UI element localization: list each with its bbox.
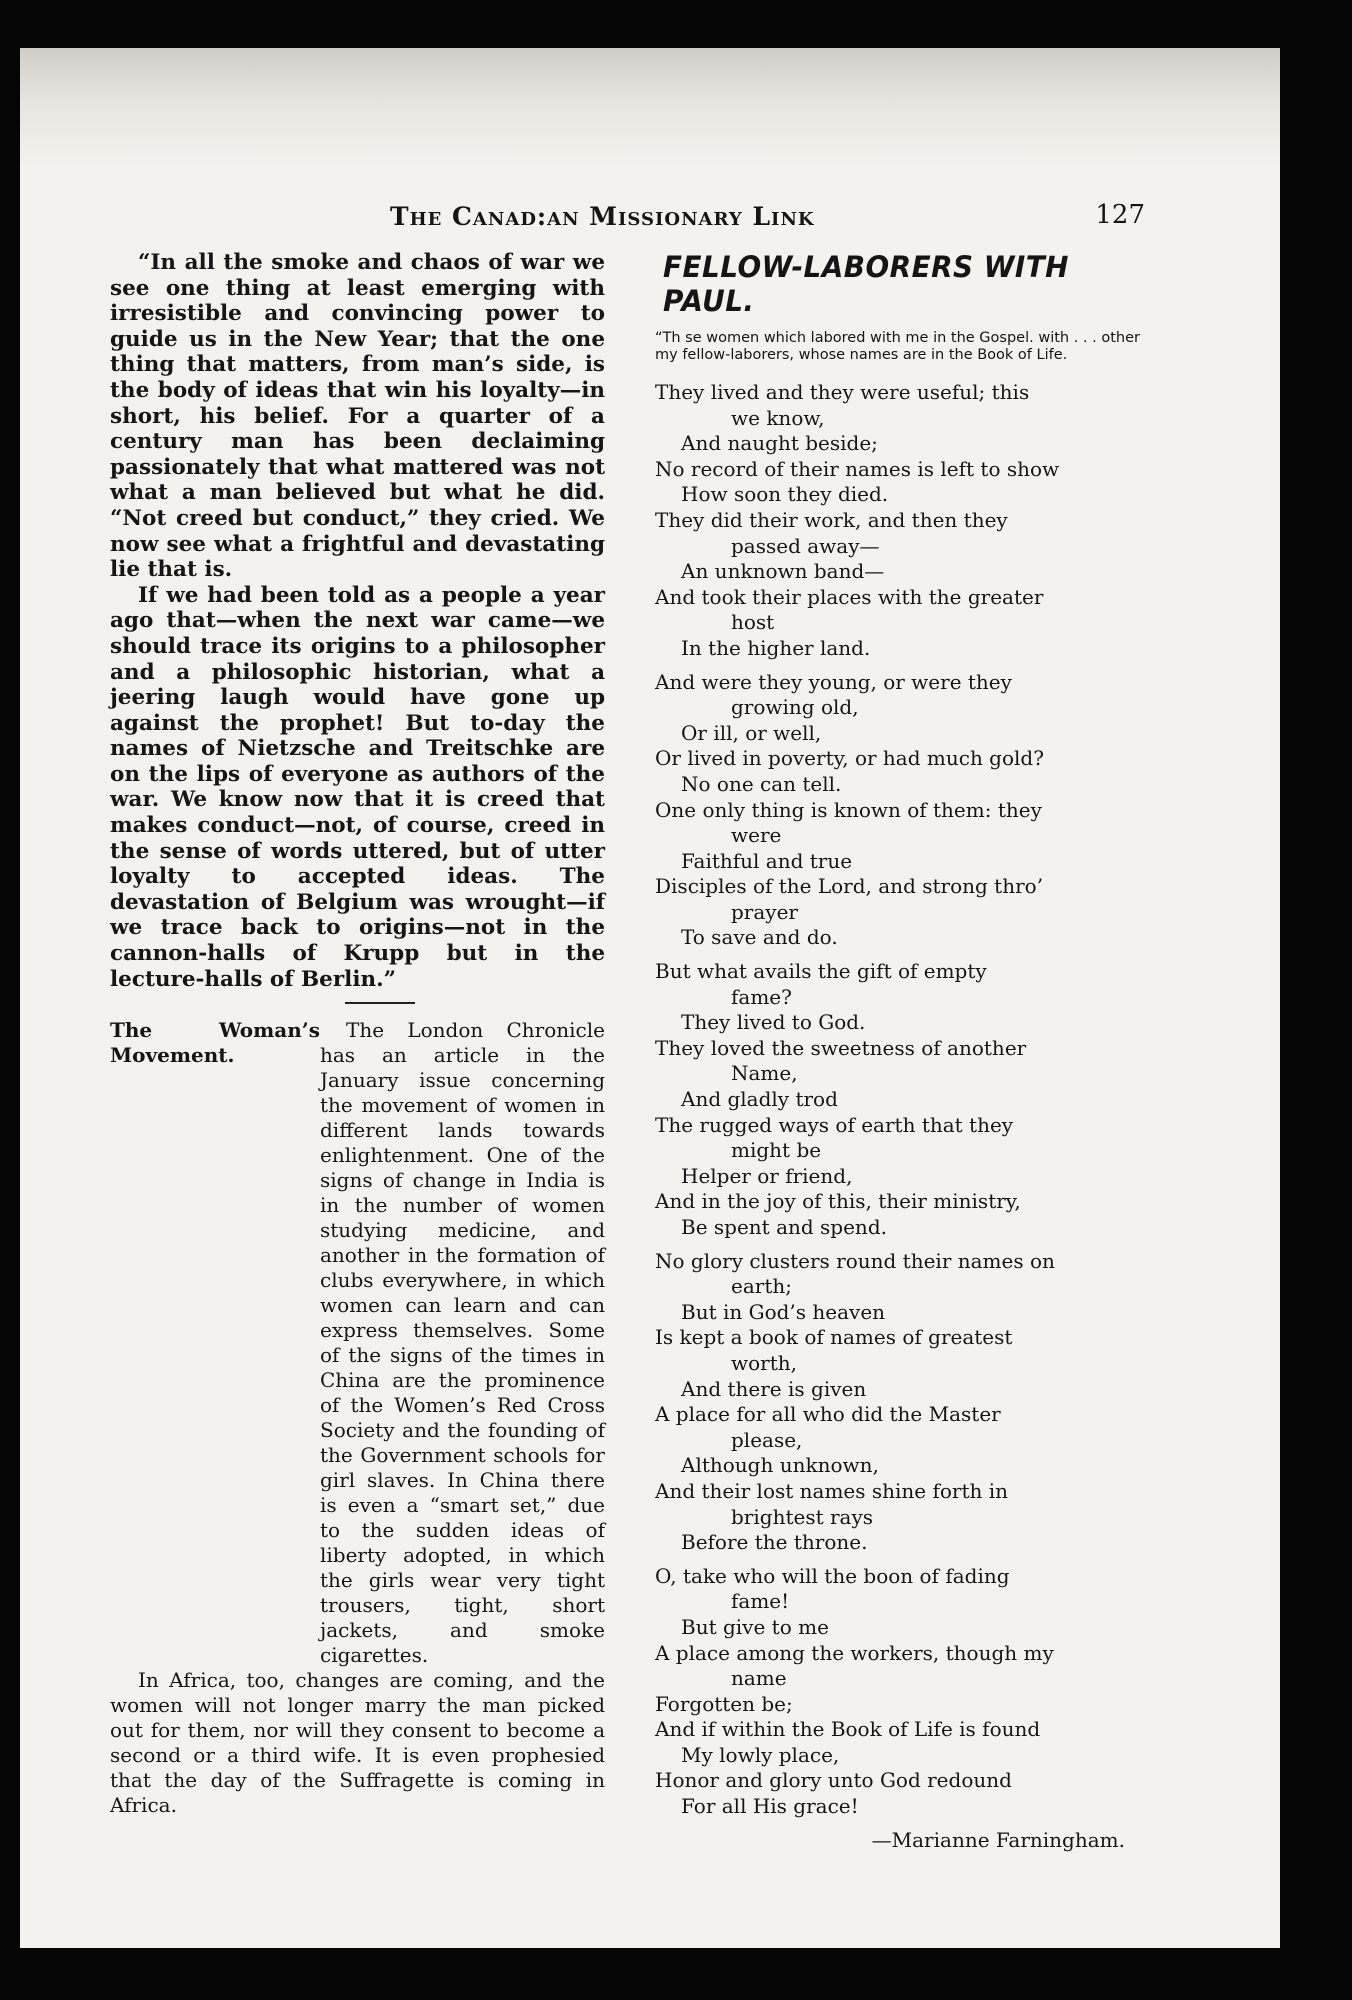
womans-movement-section <box>110 1018 605 1668</box>
poem-line: brightest rays <box>731 1504 874 1529</box>
poem-line: Forgotten be; <box>655 1691 793 1716</box>
poem-line: please, <box>731 1427 803 1452</box>
poem-line: But in God’s heaven <box>681 1299 886 1324</box>
poem-line: No glory clusters round their names on <box>655 1248 1055 1273</box>
poem-line: No one can tell. <box>681 771 842 796</box>
poem-line: And naught beside; <box>681 431 878 456</box>
page-content <box>95 198 1155 1918</box>
sidehead-label: The Woman’s Movement. <box>110 1018 320 1068</box>
quote-paragraph-2: If we had been told as a people a year ago that—when the next war came—we should trace its origins to a philosopher and a philosophic historian, what a jeering laugh would have gone up against the prophet! But to-day the names of Nietzsche and Treitschke are on the lips of everyone as authors of the war. We know now that it is creed that makes conduct—not, of course, creed in the sense of words uttered, but of utter loyalty to accepted ideas. The devastation of Belgium was wrought—if we trace back to origins—not in the cannon-halls of Krupp but in the lecture-halls of Berlin.” <box>110 582 605 992</box>
left-column <box>110 250 605 1818</box>
poem-stanza <box>655 1249 1145 1556</box>
poem-stanza <box>655 959 1145 1241</box>
poem-line: might be <box>731 1138 822 1163</box>
poem-line: And if within the Book of Life is found <box>655 1717 1041 1742</box>
poem-line: They did their work, and then they <box>655 507 1008 532</box>
poem-line: Or lived in poverty, or had much gold? <box>655 746 1044 771</box>
poem-stanza <box>655 380 1145 662</box>
poem-line: How soon they died. <box>681 482 889 507</box>
poem-line: growing old, <box>731 695 859 720</box>
poem-line: And there is given <box>681 1376 867 1401</box>
journal-title: The Canad:an Missionary Link <box>390 202 815 231</box>
poem-line: Or ill, or well, <box>681 720 822 745</box>
poem-author: —Marianne Farningham. <box>871 1827 1125 1852</box>
poem-title: FELLOW-LABORERS WITH PAUL. <box>663 250 1069 318</box>
poem-line: Helper or friend, <box>681 1163 853 1188</box>
africa-paragraph: In Africa, too, changes are coming, and the women will not longer marry the man picked out for them, nor will they consent to become a second or a third wife. It is even prophesied that the day of the Suffragette is coming in Africa. <box>110 1668 605 1818</box>
poem-line: prayer <box>731 899 798 924</box>
poem-stanza <box>655 1564 1145 1820</box>
poem-line: In the higher land. <box>681 635 871 660</box>
poem-line: host <box>731 610 775 635</box>
poem-line: To save and do. <box>681 925 838 950</box>
poem-line: But give to me <box>681 1614 829 1639</box>
scan-smudge <box>20 48 1280 168</box>
poem-line: No record of their names is left to show <box>655 456 1060 481</box>
poem-line: But what avails the gift of empty <box>655 959 987 984</box>
poem-line: earth; <box>731 1274 792 1299</box>
poem-line: fame? <box>731 984 792 1009</box>
page-number: 127 <box>1095 200 1145 230</box>
poem-line: They lived to God. <box>681 1010 866 1035</box>
poem-line: And were they young, or were they <box>655 669 1012 694</box>
poem-line: One only thing is known of them: they <box>655 797 1042 822</box>
poem-line: Is kept a book of names of greatest <box>655 1325 1013 1350</box>
poem-line: And in the joy of this, their ministry, <box>655 1189 1021 1214</box>
poem-line: passed away— <box>731 533 880 558</box>
poem-line: And their lost names shine forth in <box>655 1478 1009 1503</box>
poem-line: For all His grace! <box>681 1794 859 1819</box>
scanned-page <box>20 48 1280 1948</box>
poem-line: They lived and they were useful; this <box>655 380 1030 404</box>
sidehead-text: The London Chronicle has an article in the January issue concerning the movement of women in different lands towards enlightenment. One of the signs of change in India is in the number of women studying medicine, and another in the formation of clubs everywhere, in which women can learn and can express themselves. Some of the signs of the times in China are the prominence of the Women’s Red Cross Society and the founding of the Government schools for girl slaves. In China there is even a “smart set,” due to the sudden ideas of liberty adopted, in which the girls wear very tight trousers, tight, short jackets, and smoke cigarettes. <box>320 1018 605 1668</box>
section-divider <box>345 1002 415 1004</box>
poem-line: Before the throne. <box>681 1530 868 1555</box>
poem-line: fame! <box>731 1589 790 1614</box>
poem-line: Name, <box>731 1061 798 1086</box>
poem-line: My lowly place, <box>681 1742 840 1767</box>
poem-line: They loved the sweetness of another <box>655 1035 1027 1060</box>
poem-line: name <box>731 1666 787 1691</box>
poem-line: The rugged ways of earth that they <box>655 1112 1014 1137</box>
poem-stanza <box>655 670 1145 952</box>
poem-line: A place among the workers, though my <box>655 1640 1054 1665</box>
running-head <box>95 198 1155 238</box>
poem-line: An unknown band— <box>681 559 885 584</box>
poem-epigraph: “Th se women which labored with me in the Gospel. with . . . other my fellow-laborers, whose names are in the Book of Life. <box>655 330 1140 363</box>
poem-line: worth, <box>731 1350 797 1375</box>
poem-line: were <box>731 823 782 848</box>
quote-paragraph-1: “In all the smoke and chaos of war we see one thing at least emerging with irresistible and convincing power to guide us in the New Year; that the one thing that matters, from man’s side, is the body of ideas that win his loyalty—in short, his belief. For a quarter of a century man has been declaiming passionately that what mattered was not what a man believed but what he did. “Not creed but conduct,” they cried. We now see what a frightful and devastating lie that is. <box>110 250 605 583</box>
right-column <box>655 250 1145 1853</box>
poem-line: Although unknown, <box>681 1453 879 1478</box>
poem-line: And took their places with the greater <box>655 584 1044 609</box>
poem-line: O, take who will the boon of fading <box>655 1563 1010 1588</box>
poem-body <box>655 380 1145 1820</box>
poem-line: And gladly trod <box>681 1087 838 1112</box>
poem-line: we know, <box>731 405 825 430</box>
poem-line: Be spent and spend. <box>681 1215 887 1239</box>
poem-line: Faithful and true <box>681 848 853 873</box>
poem-line: A place for all who did the Master <box>655 1402 1001 1427</box>
poem-line: Honor and glory unto God redound <box>655 1768 1012 1793</box>
poem-line: Disciples of the Lord, and strong thro’ <box>655 874 1044 899</box>
